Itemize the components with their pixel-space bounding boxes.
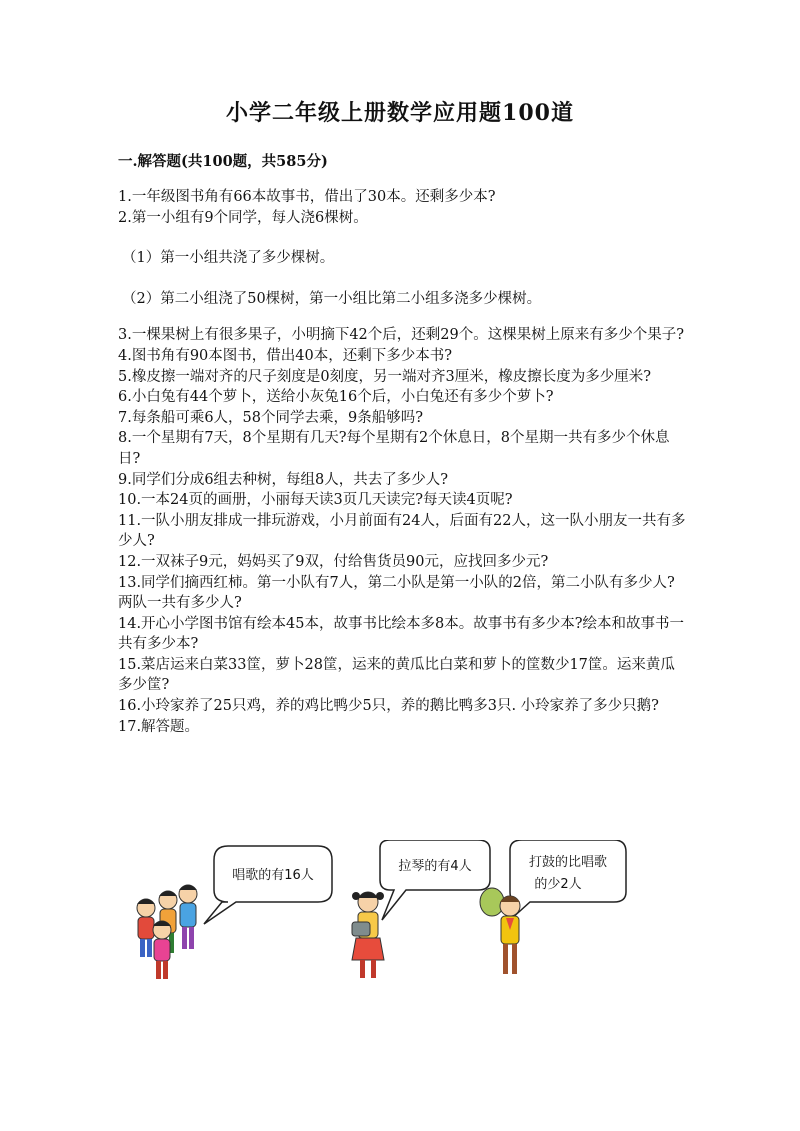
question-11: 11.一队小朋友排成一排玩游戏，小月前面有24人，后面有22人，这一队小朋友一共有多少人?: [118, 512, 686, 550]
bubble-singers-text: 唱歌的有16人: [232, 868, 314, 883]
question-6: 6.小白兔有44个萝卜，送给小灰兔16个后，小白兔还有多少个萝卜?: [118, 389, 554, 406]
question-13: 13.同学们摘西红柿。第一小队有7人，第二小队是第一小队的2倍，第二小队有多少人?两队一共有多少人?: [118, 574, 675, 612]
question-12: 12.一双袜子9元，妈妈买了9双，付给售货员90元，应找回多少元?: [118, 553, 549, 570]
illustration-scene: [118, 840, 638, 990]
bubble-drum-text-line1: 打鼓的比唱歌: [528, 855, 608, 870]
question-2: 2.第一小组有9个同学，每人浇6棵树。: [118, 209, 368, 226]
question-7: 7.每条船可乘6人，58个同学去乘，9条船够吗?: [118, 409, 424, 426]
question-4: 4.图书角有90本图书，借出40本，还剩下多少本书?: [118, 347, 453, 364]
violin-girl-illustration: [352, 892, 384, 978]
bubble-drum-text-line2: 的少2人: [534, 877, 582, 892]
question-15: 15.菜店运来白菜33筐，萝卜28筐，运来的黄瓜比白菜和萝卜的筐数少17筐。运来黄瓜多少筐?: [118, 656, 675, 694]
page-title: 小学二年级上册数学应用题100道: [226, 100, 574, 126]
question-1: 1.一年级图书角有66本故事书，借出了30本。还剩多少本?: [118, 189, 496, 205]
question-3: 3.一棵果树上有很多果子，小明摘下42个后，还剩29个。这棵果树上原来有多少个果子?: [118, 327, 685, 344]
question-list: [118, 187, 688, 737]
question-9: 9.同学们分成6组去种树，每组8人，共去了多少人?: [118, 471, 449, 488]
singing-children-illustration: [137, 885, 197, 979]
question-2-part-2: （2）第二小组浇了50棵树，第一小组比第二小组多浇多少棵树。: [122, 290, 542, 307]
speech-bubble-drum: [510, 840, 626, 920]
bubble-violin-text: 拉琴的有4人: [398, 859, 472, 874]
section-heading: 一.解答题(共100题，共585分): [118, 153, 328, 170]
speech-bubble-violin: [380, 840, 490, 920]
question-17: 17.解答题。: [118, 718, 200, 735]
question-8: 8.一个星期有7天，8个星期有几天?每个星期有2个休息日，8个星期一共有多少个休息日?: [118, 430, 670, 467]
question-2-part-1: （1）第一小组共浇了多少棵树。: [122, 250, 335, 267]
drum-boy-illustration: [480, 888, 520, 974]
question-16: 16.小玲家养了25只鸡，养的鸡比鸭少5只，养的鹅比鸭多3只. 小玲家养了多少只鹅?: [118, 698, 659, 715]
question-5: 5.橡皮擦一端对齐的尺子刻度是0刻度，另一端对齐3厘米，橡皮擦长度为多少厘米?: [118, 368, 652, 385]
speech-bubble-singers: [204, 846, 332, 924]
question-14: 14.开心小学图书馆有绘本45本，故事书比绘本多8本。故事书有多少本?绘本和故事书一共有多少本?: [118, 615, 685, 653]
question-10: 10.一本24页的画册，小丽每天读3页几天读完?每天读4页呢?: [118, 492, 513, 509]
